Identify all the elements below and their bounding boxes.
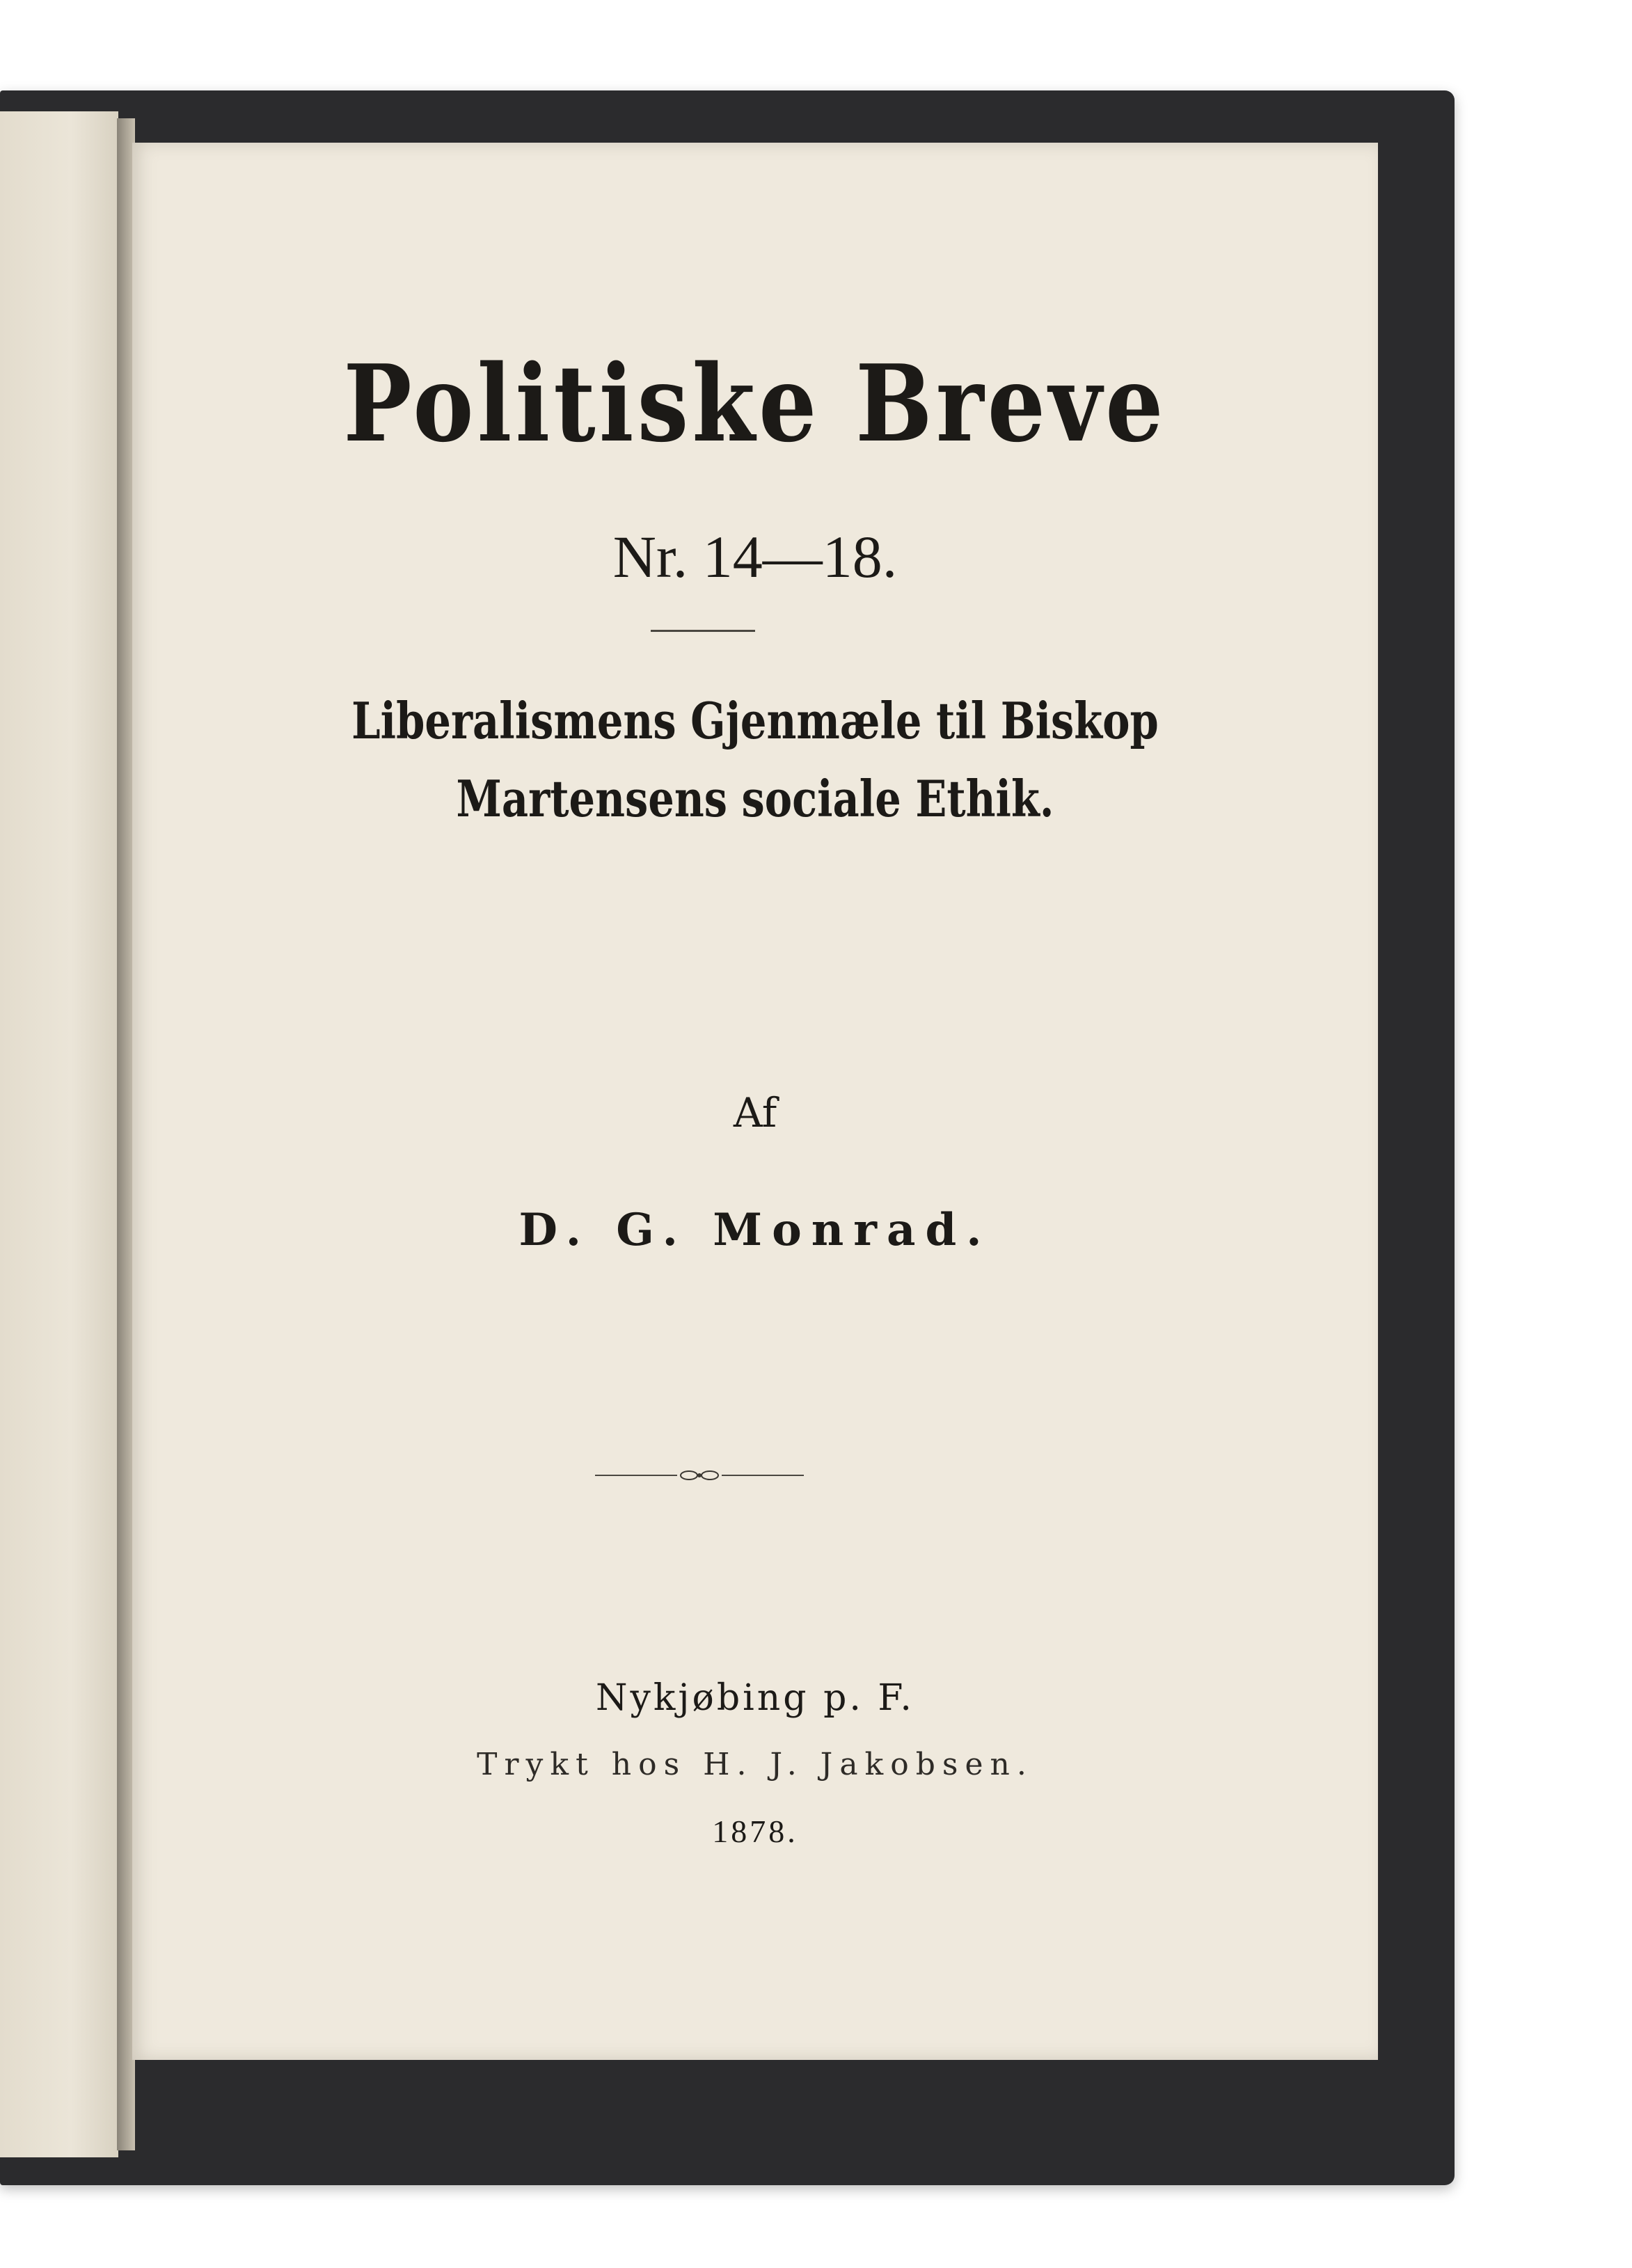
left-page (0, 111, 118, 2157)
subtitle-line-2: Martensens sociale Ethik. (456, 769, 1054, 828)
printer: Trykt hos H. J. Jakobsen. (477, 1747, 1033, 1782)
subtitle-line-1: Liberalismens Gjenmæle til Biskop (351, 691, 1159, 750)
subtitle (244, 682, 1266, 838)
year: 1878. (712, 1814, 798, 1849)
title-page (132, 143, 1378, 2060)
issue-number: Nr. 14—18. (612, 523, 898, 590)
author-name: D. G. Monrad. (518, 1204, 992, 1256)
book-title: Politiske Breve (343, 341, 1167, 466)
ornament-rule (595, 1461, 804, 1489)
by-label: Af (733, 1089, 777, 1136)
separator-rule (651, 630, 755, 632)
place-of-printing: Nykjøbing p. F. (596, 1677, 914, 1719)
